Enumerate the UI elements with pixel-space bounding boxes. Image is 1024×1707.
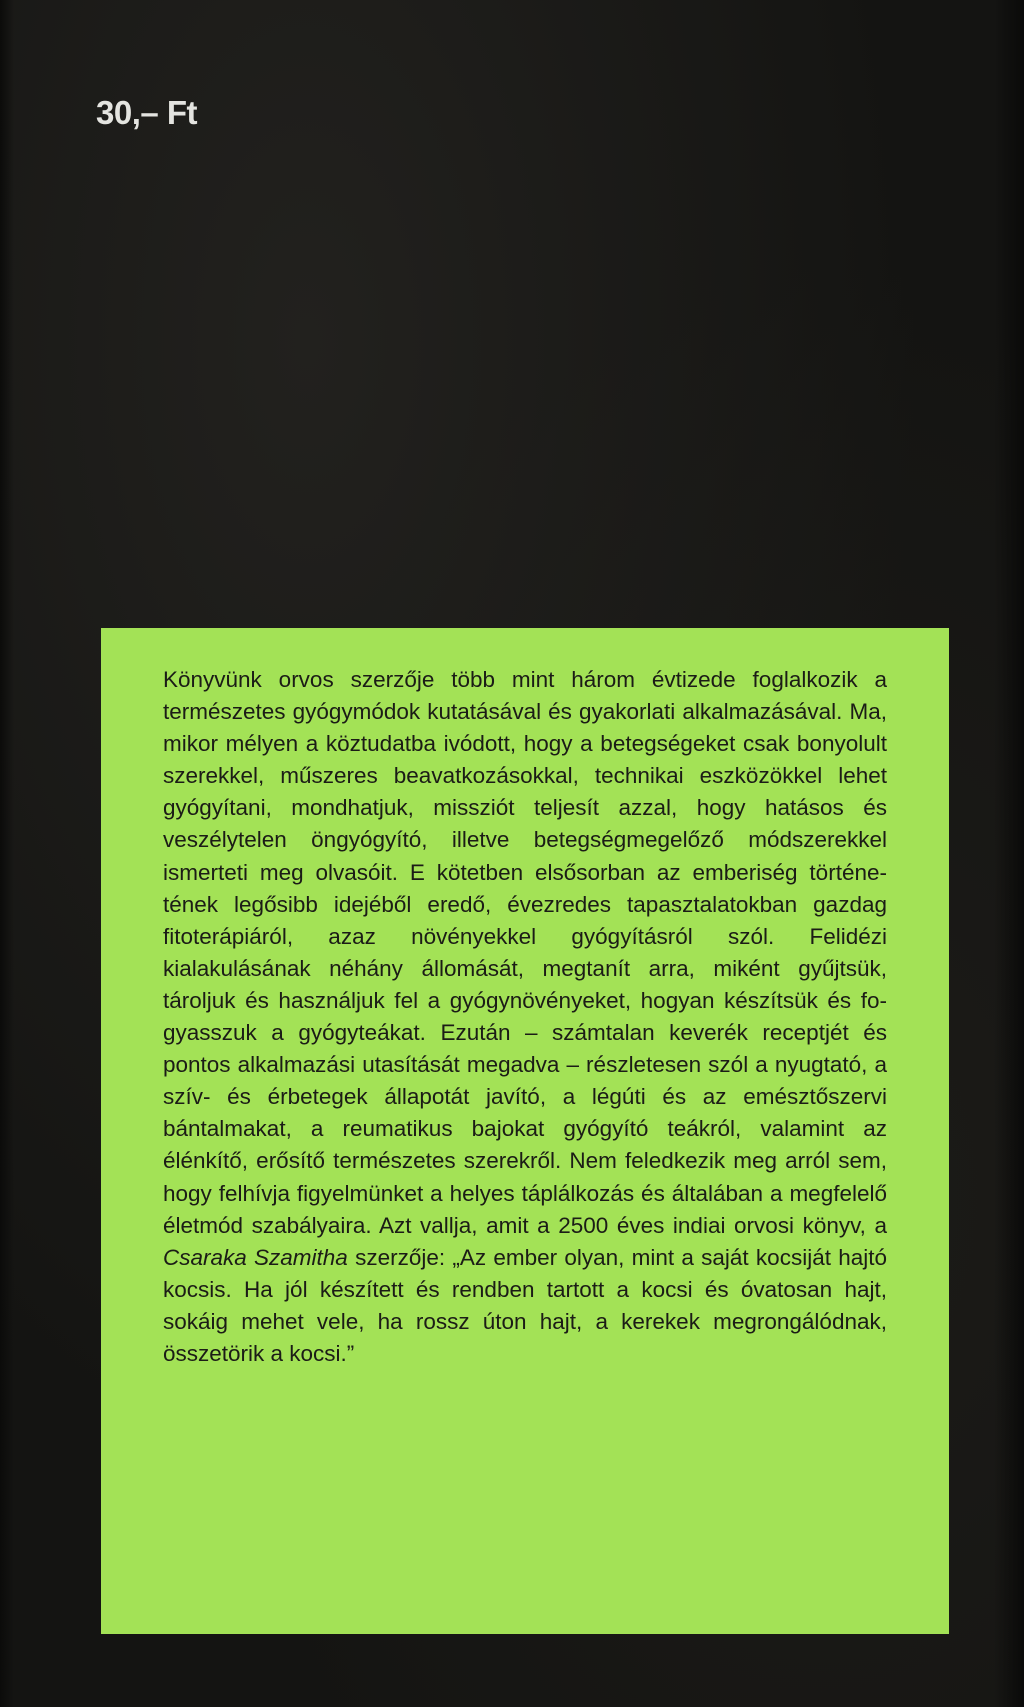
blurb-book-title: Csaraka Szamitha (163, 1244, 348, 1270)
price-label: 30,– Ft (96, 94, 198, 131)
cover-left-edge-shadow (0, 0, 14, 1707)
blurb-text-part2: szerzője: „Az ember olyan, mint a saját kocsiját hajtó kocsis. Ha jól készített és rendben tartott a kocsi és óvatosan hajt, sokáig mehet vele, ha rossz úton hajt, a kerekek megrongálódnak, összetörik a kocsi.” (163, 1244, 887, 1366)
blurb-panel (101, 628, 949, 1634)
cover-right-edge-shadow (994, 0, 1024, 1707)
blurb-text-part1: Könyvünk orvos szerzője több mint három évtizede foglalkozik a természetes gyógymódok kutatásával és gyakorlati alkalmazásával. Ma, mikor mélyen a köztudatba ivódott, hogy a betegségeket csak bonyolult szerekkel, műszeres beavatkozásokkal, technikai eszközökkel lehet gyógyítani, mondhatjuk, missziót teljesít azzal, hogy hatásos és veszélytelen öngyógyító, illetve betegségmegelőző módszerekkel ismerteti meg olvasóit. E kötetben elsősorban az emberiség történetének legősibb idejéből eredő, évezredes tapasztalatokban gazdag fitoterápiáról, azaz növényekkel gyógyításról szól. Felidézi kialakulásának néhány állomását, megtanít arra, miként gyűjtsük, tároljuk és használjuk fel a gyógynövényeket, hogyan készítsük és fogyasszuk a gyógyteákat. Ezután – számtalan keverék receptjét és pontos alkalmazási utasítását megadva – részletesen szól a nyugtató, a szív- és érbetegek állapotát javító, a légúti és az emésztőszervi bántalmakat, a reumatikus bajokat gyógyító teákról, valamint az élénkítő, erősítő természetes szerekről. Nem feledkezik meg arról sem, hogy felhívja figyelmünket a helyes táplálkozás és általában a megfelelő életmód szabályaira. Azt vallja, amit a 2500 éves indiai orvosi könyv, a (163, 667, 887, 1238)
blurb-text (163, 664, 887, 1370)
